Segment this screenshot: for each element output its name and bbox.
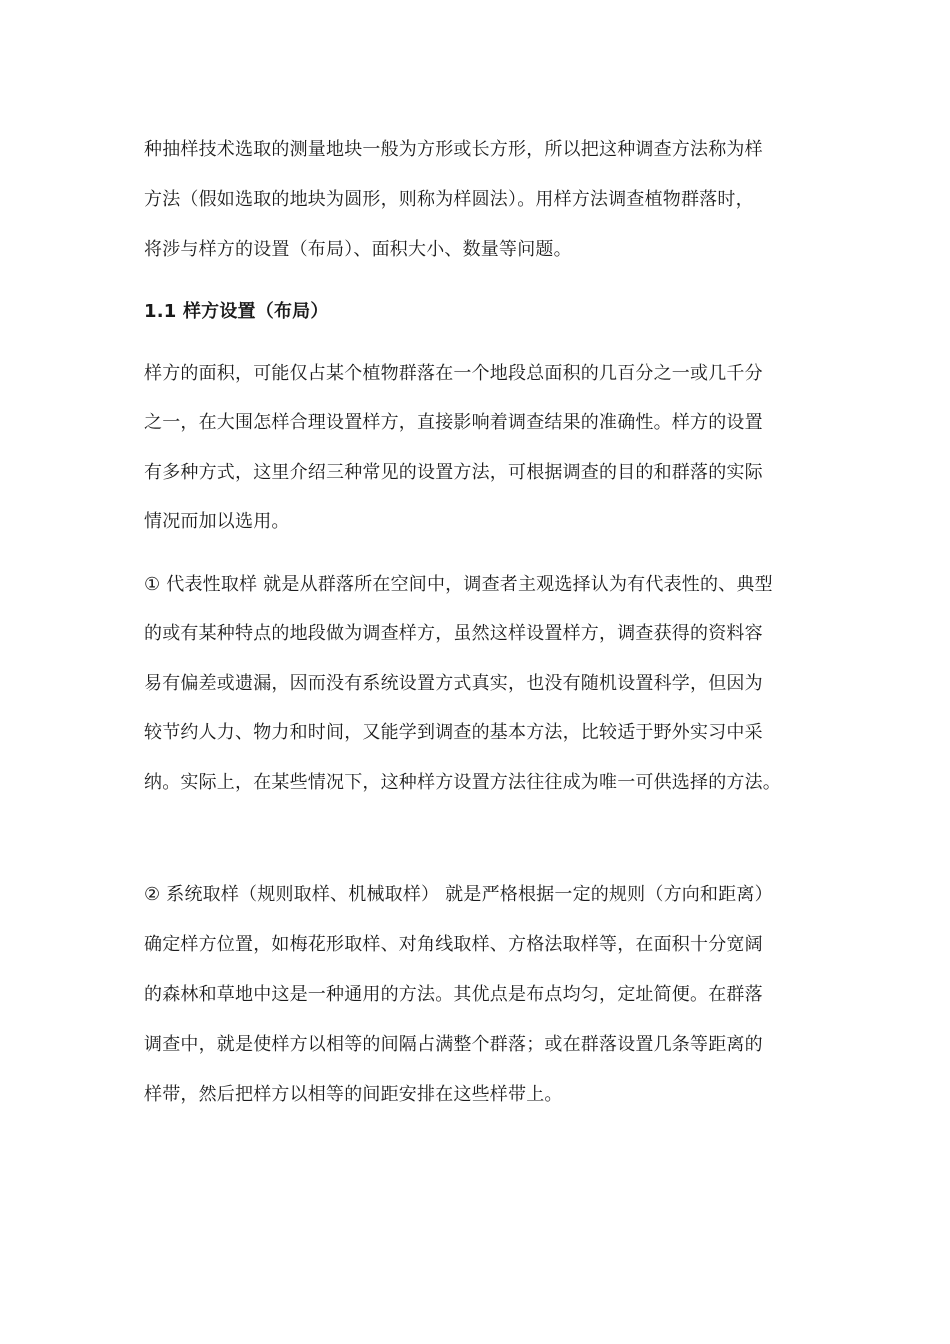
intro-line-3: 将涉与样方的设置（布局）、面积大小、数量等问题。 [144, 239, 572, 260]
intro-line-2: 方法（假如选取的地块为圆形，则称为样圆法）。用样方法调查植物群落时， [144, 189, 754, 210]
para1-line-3: 有多种方式，这里介绍三种常见的设置方法，可根据调查的目的和群落的实际 [144, 462, 763, 483]
para2-line-4: 较节约人力、物力和时间，又能学到调查的基本方法，比较适于野外实习中采 [144, 722, 763, 743]
section-heading: 1.1 样方设置（布局） [144, 301, 329, 322]
para3-line-3: 的森林和草地中这是一种通用的方法。其优点是布点均匀，定址简便。在群落 [144, 984, 763, 1005]
para2-line-3: 易有偏差或遗漏，因而没有系统设置方式真实，也没有随机设置科学，但因为 [144, 673, 763, 694]
para3-line-4: 调查中，就是使样方以相等的间隔占满整个群落；或在群落设置几条等距离的 [144, 1034, 763, 1055]
para3-line-1: ② 系统取样（规则取样、机械取样） 就是严格根据一定的规则（方向和距离） [144, 884, 773, 905]
para2-line-1: ① 代表性取样 就是从群落所在空间中，调查者主观选择认为有代表性的、典型 [144, 574, 773, 595]
para3-line-2: 确定样方位置，如梅花形取样、对角线取样、方格法取样等，在面积十分宽阔 [144, 934, 763, 955]
para1-line-4: 情况而加以选用。 [144, 511, 290, 532]
para1-line-2: 之一，在大围怎样合理设置样方，直接影响着调查结果的准确性。样方的设置 [144, 412, 763, 433]
para2-line-2: 的或有某种特点的地段做为调查样方，虽然这样设置样方，调查获得的资料容 [144, 623, 763, 644]
para2-line-5: 纳。实际上，在某些情况下，这种样方设置方法往往成为唯一可供选择的方法。 [144, 772, 781, 793]
para3-line-5: 样带，然后把样方以相等的间距安排在这些样带上。 [144, 1084, 563, 1105]
para1-line-1: 样方的面积，可能仅占某个植物群落在一个地段总面积的几百分之一或几千分 [144, 363, 763, 384]
intro-line-1: 种抽样技术选取的测量地块一般为方形或长方形，所以把这种调查方法称为样 [144, 139, 763, 160]
